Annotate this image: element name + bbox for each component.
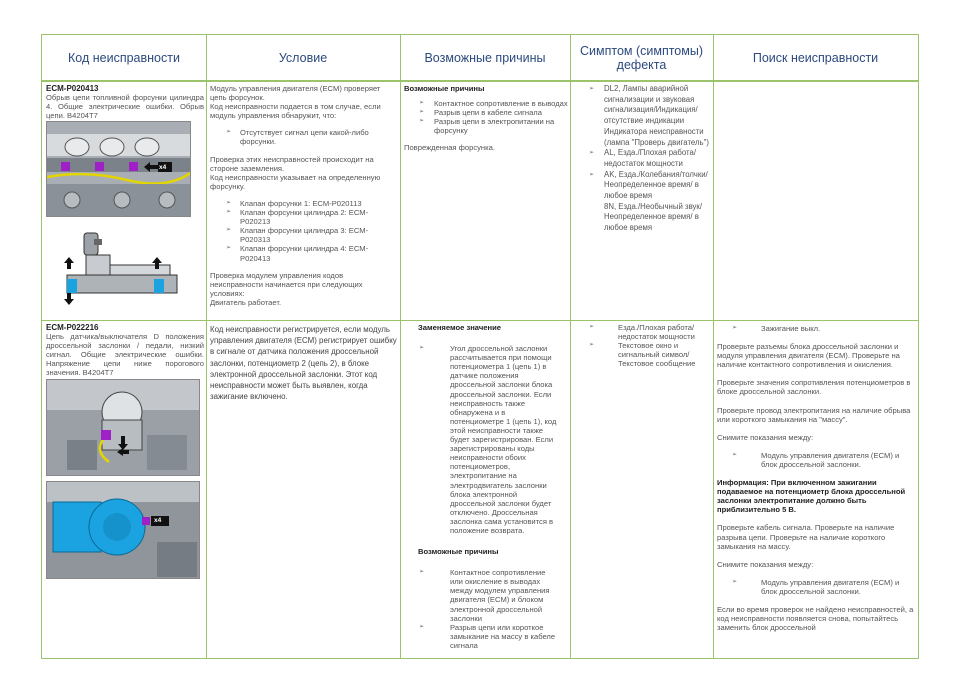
throttle-drawing (47, 380, 200, 476)
row1-causes-cell (404, 84, 568, 320)
search-bullet: ➢ Модуль управления двигателя (ECM) и блок дроссельной заслонки. (717, 578, 917, 596)
replacement-value-title: Заменяемое значение (418, 323, 501, 332)
cause-extra: Поврежденная форсунка. (404, 143, 495, 153)
condition-bullet: ➢ Отсутствует сигнал цепи какой-либо форсунки. (210, 128, 398, 146)
row2-causes-cell (404, 323, 568, 657)
col-divider (713, 35, 714, 658)
injector-list-item: ➢ Клапан форсунки 1: ECM-P020113 (210, 199, 398, 208)
injector-list-item: ➢ Клапан форсунки цилиндра 2: ECM-P020213 (210, 208, 398, 226)
x4-badge: x4 (159, 164, 167, 171)
row2-symptom-cell (574, 323, 712, 443)
symptom-item: 8N, Езда./Необычный звук/Неопределенное время/ в любое время (604, 201, 703, 233)
injector-list-item: ➢ Клапан форсунки цилиндра 4: ECM-P020413 (210, 244, 398, 262)
throttle-engine-photo (46, 379, 200, 476)
header-condition: Условие (206, 35, 400, 82)
row-divider (42, 320, 918, 321)
symptom-item: ➢ Езда./Плохая работа/недостаток мощности (574, 323, 712, 341)
search-bullet: ➢ Зажигание выкл. (717, 324, 917, 333)
condition-text: Код неисправности подается в том случае, если модуль управления обнаружит, что: (210, 102, 381, 121)
header-search: Поиск неисправности (713, 35, 918, 82)
injector-diagram (64, 227, 179, 313)
replacement-value-text: ➢ Угол дроссельной заслонки рассчитывается при помощи потенциометра 1 (цепь 1) в датчике положения дроссельной заслонки блока дроссельной заслонки. Если неисправность также обнаружена и в потенциометре 1 (цепь 1), код этой неисправности также будет зарегистрирован. Если зарегистрированы коды неисправности обоих потенциометров, электропитание на электродвигатель заслонки блока электронной дроссельной заслонки будет отключено. Дроссельная заслонка сама установится в положение возврата. (404, 344, 568, 535)
col-divider (400, 35, 401, 658)
symptom-item: ➢ DL2, Лампы аварийной сигнализации и звуковая сигнализация/Индикация/ отсутствие индикации Индикатора неисправности (лампа "Проверь двигатель") (574, 84, 712, 148)
fault-description: Обрыв цепи топливной форсунки цилиндра 4. Общие электрические ошибки. Обрыв цепи. B4204T7 (46, 93, 204, 121)
throttle-body-drawing (47, 482, 200, 579)
search-text: Снимите показания между: (717, 559, 814, 569)
row2-condition-cell (210, 324, 398, 444)
search-text: Проверьте провод электропитания на наличие обрыва или короткого замыкания на "массу". (717, 405, 911, 424)
search-text: Проверьте разъемы блока дроссельной заслонки и модуля управления двигателя (ECM). Проверьте на наличие контактного сопротивления и окисления. (717, 342, 900, 370)
condition-text: Проверка модулем управления кодов неисправности начинается при следующих условиях: (210, 270, 363, 298)
search-text: Если во время проверок не найдено неисправностей, а код неисправности появляется снова, попытайтесь заменить блок дроссельной (717, 604, 914, 633)
info-note: Информация: При включенном зажигании подаваемое на потенциометр блока дроссельной заслонки электропитание должно быть приблизительно 5 В. (717, 478, 906, 515)
cause-item: ➢ Разрыв цепи или короткое замыкание на массу в кабеле сигнала (404, 623, 568, 650)
fault-code: ECM-P022216 (46, 323, 99, 332)
row1-code-cell (46, 84, 204, 124)
symptom-item: ➢ AL, Езда./Плохая работа/недостаток мощности (574, 148, 712, 169)
engine-injector-photo (46, 121, 191, 217)
cause-item: ➢ Разрыв цепи в электропитании на форсунку (404, 117, 568, 135)
symptom-item: ➢ AK, Езда./Колебания/толчки/Неопределенное время/ в любое время (574, 170, 712, 202)
row2-search-cell (717, 324, 917, 658)
condition-text: Проверка этих неисправностей происходит на стороне заземления. (210, 154, 374, 173)
throttle-body-photo (46, 481, 200, 579)
condition-text: Код неисправности регистрируется, если модуль управления двигателя (ECM) регистрирует ошибку в сигнале от датчика положения дроссельной заслонки, потенциометр 2 (цепь 2), в блоке электронной дроссельной заслонки. Этот код неисправности может быть выявлен, когда зажигание включено. (210, 325, 397, 402)
header-code: Код неисправности (42, 35, 206, 82)
fault-table (41, 34, 919, 659)
search-bullet: ➢ Модуль управления двигателя (ECM) и блок дроссельной заслонки. (717, 451, 917, 469)
fault-code: ECM-P020413 (46, 84, 99, 93)
search-text: Проверьте значения сопротивления потенциометров в блоке дроссельной заслонки. (717, 378, 911, 397)
header-causes: Возможные причины (400, 35, 570, 82)
x4-badge: x4 (154, 517, 162, 524)
header-symptom: Симптом (симптомы) дефекта (570, 35, 713, 82)
row2-code-cell (46, 323, 204, 379)
causes-title: Возможные причины (418, 547, 499, 557)
symptom-item: ➢ Текстовое окно и сигнальный символ/Текстовое сообщение (574, 341, 712, 368)
engine-drawing (47, 122, 191, 217)
search-text: Проверьте кабель сигнала. Проверьте на наличие разрыва цепи. Проверьте на наличие короткого замыкания на массу. (717, 523, 895, 551)
cause-item: ➢ Разрыв цепи в кабеле сигнала (404, 108, 568, 117)
condition-text: Модуль управления двигателя (ECM) проверяет цепь форсунок. (210, 84, 381, 103)
causes-title: Возможные причины (404, 84, 485, 93)
col-divider (570, 35, 571, 658)
cause-item: ➢ Контактное сопротивление в выводах (404, 99, 568, 108)
fault-description: Цепь датчика/выключателя D положения дроссельной заслонки / педали, низкий сигнал. Общие электрические ошибки. Напряжение цепи ниже порогового значения. B4204T7 (46, 332, 204, 378)
col-divider (206, 35, 207, 658)
search-text: Снимите показания между: (717, 432, 814, 442)
condition-text: Двигатель работает. (210, 297, 282, 307)
injector-drawing (64, 227, 179, 313)
injector-list-item: ➢ Клапан форсунки цилиндра 3: ECM-P020313 (210, 226, 398, 244)
row1-condition-cell (210, 84, 398, 320)
row1-symptom-cell (574, 84, 712, 320)
condition-text: Код неисправности указывает на определенную форсунку. (210, 172, 381, 191)
cause-item: ➢ Контактное сопротивление или окисление в выводах между модулем управления двигателя (ECM) и блоком электронной дроссельной заслонки (404, 568, 568, 623)
